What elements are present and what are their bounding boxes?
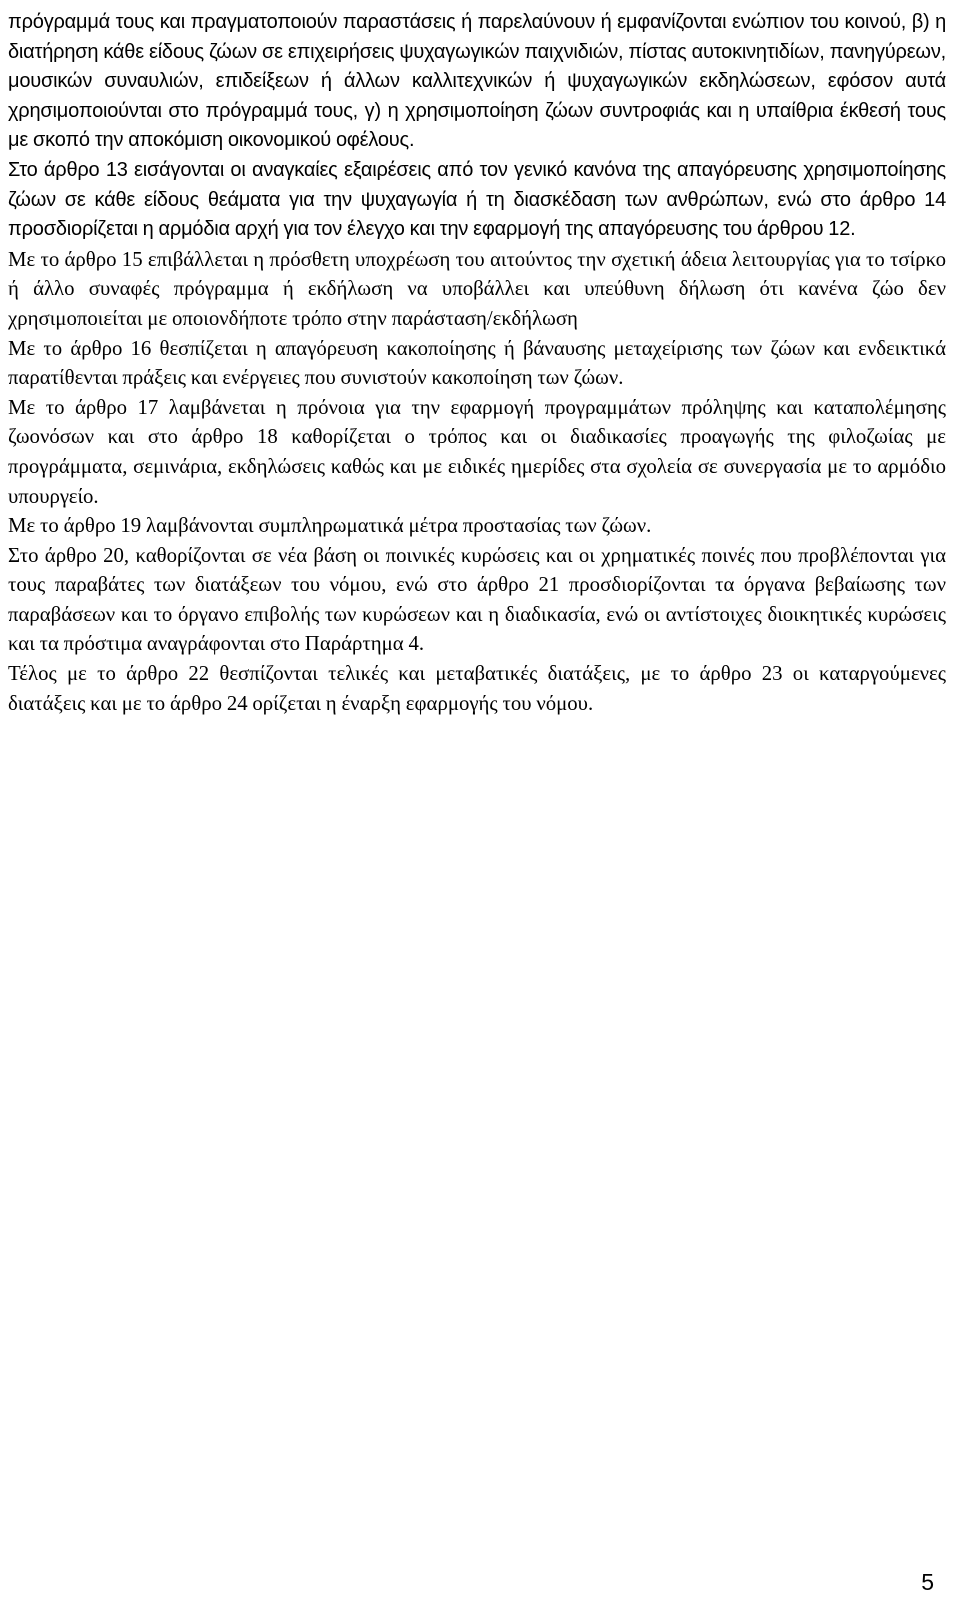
paragraph-article-22: Τέλος με το άρθρο 22 θεσπίζονται τελικές και μεταβατικές διατάξεις, με το άρθρο 23 οι καταργούμενες διατάξεις και με το άρθρο 24 ορίζεται η έναρξη εφαρμογής του νόμου. bbox=[8, 662, 946, 715]
paragraph-article-16: Με το άρθρο 16 θεσπίζεται η απαγόρευση κακοποίησης ή βάναυσης μεταχείρισης των ζώων και ενδεικτικά παρατίθενται πράξεις και ενέργειες που συνιστούν κακοποίηση των ζώων. bbox=[8, 336, 946, 390]
paragraph-article-20: Στο άρθρο 20, καθορίζονται σε νέα βάση οι ποινικές κυρώσεις και οι χρηματικές ποινές που προβλέπονται για τους παραβάτες των διατάξεων του νόμου, ενώ στο άρθρο 21 προσδιορίζονται τα όργανα βεβαίωσης των παραβάσεων και το όργανο επιβολής των κυρώσεων και η διαδικασία, ενώ οι αντίστοιχες διοικητικές κυρώσεις και τα πρόστιμα αναγράφονται στο Παράρτημα 4. bbox=[8, 543, 946, 656]
paragraph-article-19: Με το άρθρο 19 λαμβάνονται συμπληρωματικά μέτρα προστασίας των ζώων. bbox=[8, 514, 652, 538]
paragraph-article-13: Στο άρθρο 13 εισάγονται οι αναγκαίες εξαιρέσεις από τον γενικό κανόνα της απαγόρευσης χρησιμοποίησης ζώων σε κάθε είδους θεάματα για την ψυχαγωγία ή τη διασκέδαση των ανθρώπων, ενώ στο άρθρο 14 προσδιορίζεται η αρμόδια αρχή για τον έλεγχο και την εφαρμογή της απαγόρευσης του άρθρου 12. bbox=[8, 158, 946, 241]
page-number: 5 bbox=[921, 1569, 934, 1595]
paragraph-article-15: Με το άρθρο 15 επιβάλλεται η πρόσθετη υποχρέωση του αιτούντος την σχετική άδεια λειτουργίας για το τσίρκο ή άλλο συναφές πρόγραμμα ή εκδήλωση να υποβάλλει και υπεύθυνη δήλωση ότι κανένα ζώο δεν χρησιμοποιείται με οποιονδήποτε τρόπο στην παράσταση/εκδήλωση bbox=[8, 247, 946, 330]
document-page bbox=[8, 8, 946, 718]
paragraph-article-17: Με το άρθρο 17 λαμβάνεται η πρόνοια για την εφαρμογή προγραμμάτων πρόληψης και καταπολέμησης ζωονόσων και στο άρθρο 18 καθορίζεται ο τρόπος και οι διαδικασίες προαγωγής της φιλοζωίας με προγράμματα, σεμινάρια, εκδηλώσεις καθώς και με ειδικές ημερίδες στα σχολεία σε συνεργασία με το αρμόδιο υπουργείο. bbox=[8, 395, 946, 508]
paragraph-1: πρόγραμμά τους και πραγματοποιούν παραστάσεις ή παρελαύνουν ή εμφανίζονται ενώπιον του κοινού, β) η διατήρηση κάθε είδους ζώων σε επιχειρήσεις ψυχαγωγικών παιχνιδιών, πίστας αυτοκινητιδίων, πανηγύρεων, μουσικών συναυλιών, επιδείξεων ή άλλων καλλιτεχνικών ή ψυχαγωγικών εκδηλώσεων, εφόσον αυτά χρησιμοποιούνται στο πρόγραμμά τους, γ) η χρησιμοποίηση ζώων συντροφιάς και η υπαίθρια έκθεσή τους με σκοπό την αποκόμιση οικονομικού οφέλους. bbox=[8, 11, 946, 152]
